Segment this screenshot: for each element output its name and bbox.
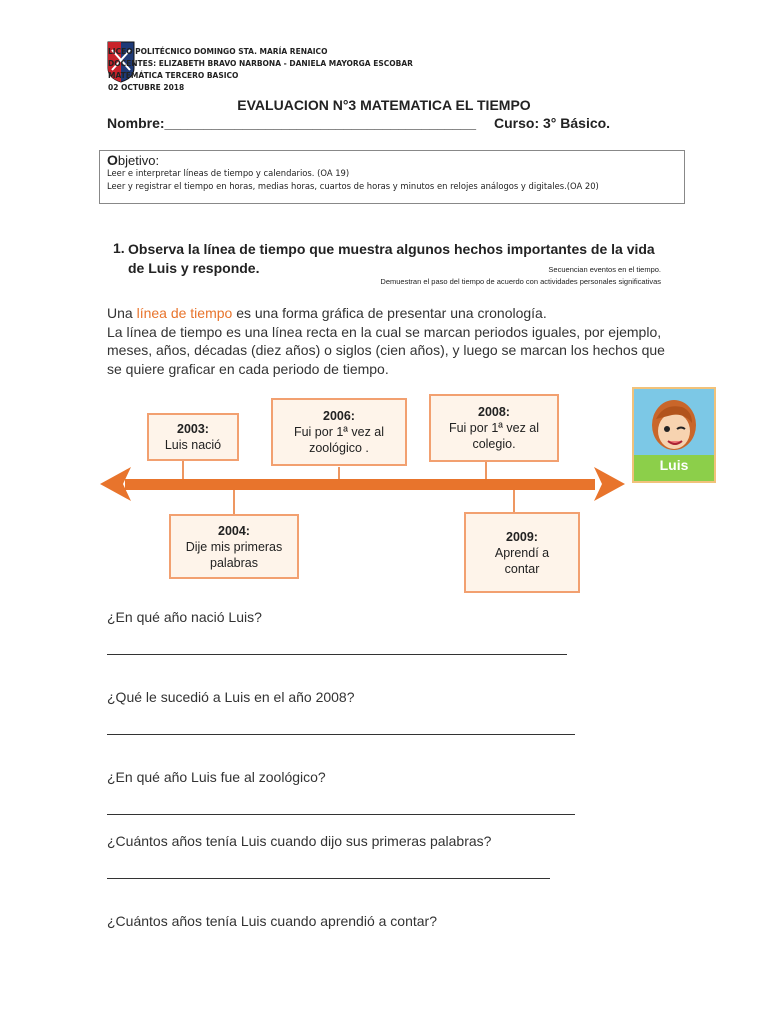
question-zoo-year: ¿En qué año Luis fue al zoológico? <box>107 769 326 785</box>
question-number: 1. <box>113 240 125 256</box>
page-title: EVALUACION N°3 MATEMATICA EL TIEMPO <box>237 97 531 113</box>
intro-paragraph: Una línea de tiempo es una forma gráfica de presentar una cronología. La línea de tiempo es una línea recta en la cual se marcan periodos iguales, por ejemplo, meses, años, décadas (diez años) o siglos (cien años), y luego se marcan los hechos que se quiere graficar en cada periodo de tiempo. <box>107 305 665 377</box>
highlight-term: línea de tiempo <box>136 305 233 321</box>
objective-heading: Objetivo: <box>107 152 160 168</box>
answer-line-1[interactable] <box>107 654 567 655</box>
question-first-words: ¿Cuántos años tenía Luis cuando dijo sus primeras palabras? <box>107 833 492 849</box>
eval-note-2: Demuestran el paso del tiempo de acuerdo con actividades personales significativas <box>380 277 661 286</box>
eval-note-1: Secuencian eventos en el tiempo. <box>548 265 661 274</box>
question-1: Observa la línea de tiempo que muestra algunos hechos importantes de la vida de Luis y responde. <box>128 241 655 276</box>
school-name: LICEO POLITÉCNICO DOMINGO STA. MARÍA RENAICO <box>108 47 328 56</box>
date-line: 02 OCTUBRE 2018 <box>108 83 185 92</box>
luis-picture <box>632 387 716 483</box>
answer-line-4[interactable] <box>107 878 550 879</box>
event-2006: 2006: Fui por 1ª vez al zoológico . <box>271 398 407 466</box>
objective-line-1: Leer e interpretar líneas de tiempo y calendarios. (OA 19) <box>107 168 350 178</box>
question-birth-year: ¿En qué año nació Luis? <box>107 609 262 625</box>
course-label: Curso: 3° Básico. <box>494 115 611 131</box>
event-2003: 2003: Luis nació <box>147 413 239 461</box>
teachers-line: DOCENTES: ELIZABETH BRAVO NARBONA - DANIELA MAYORGA ESCOBAR <box>108 59 413 68</box>
answer-line-2[interactable] <box>107 734 575 735</box>
subject-line: MATEMÁTICA TERCERO BASICO <box>108 71 239 80</box>
objective-line-2: Leer y registrar el tiempo en horas, medias horas, cuartos de horas y minutos en relojes análogos y digitales.(OA 20) <box>107 181 599 191</box>
event-2004: 2004: Dije mis primeras palabras <box>169 514 299 579</box>
event-2009: 2009: Aprendí a contar <box>464 512 580 593</box>
name-field: Nombre:________________________________________ <box>107 115 477 131</box>
event-2008: 2008: Fui por 1ª vez al colegio. <box>429 394 559 462</box>
question-2008: ¿Qué le sucedió a Luis en el año 2008? <box>107 689 355 705</box>
luis-label: Luis <box>659 457 689 473</box>
question-learned-count: ¿Cuántos años tenía Luis cuando aprendió a contar? <box>107 913 438 929</box>
answer-line-3[interactable] <box>107 814 575 815</box>
